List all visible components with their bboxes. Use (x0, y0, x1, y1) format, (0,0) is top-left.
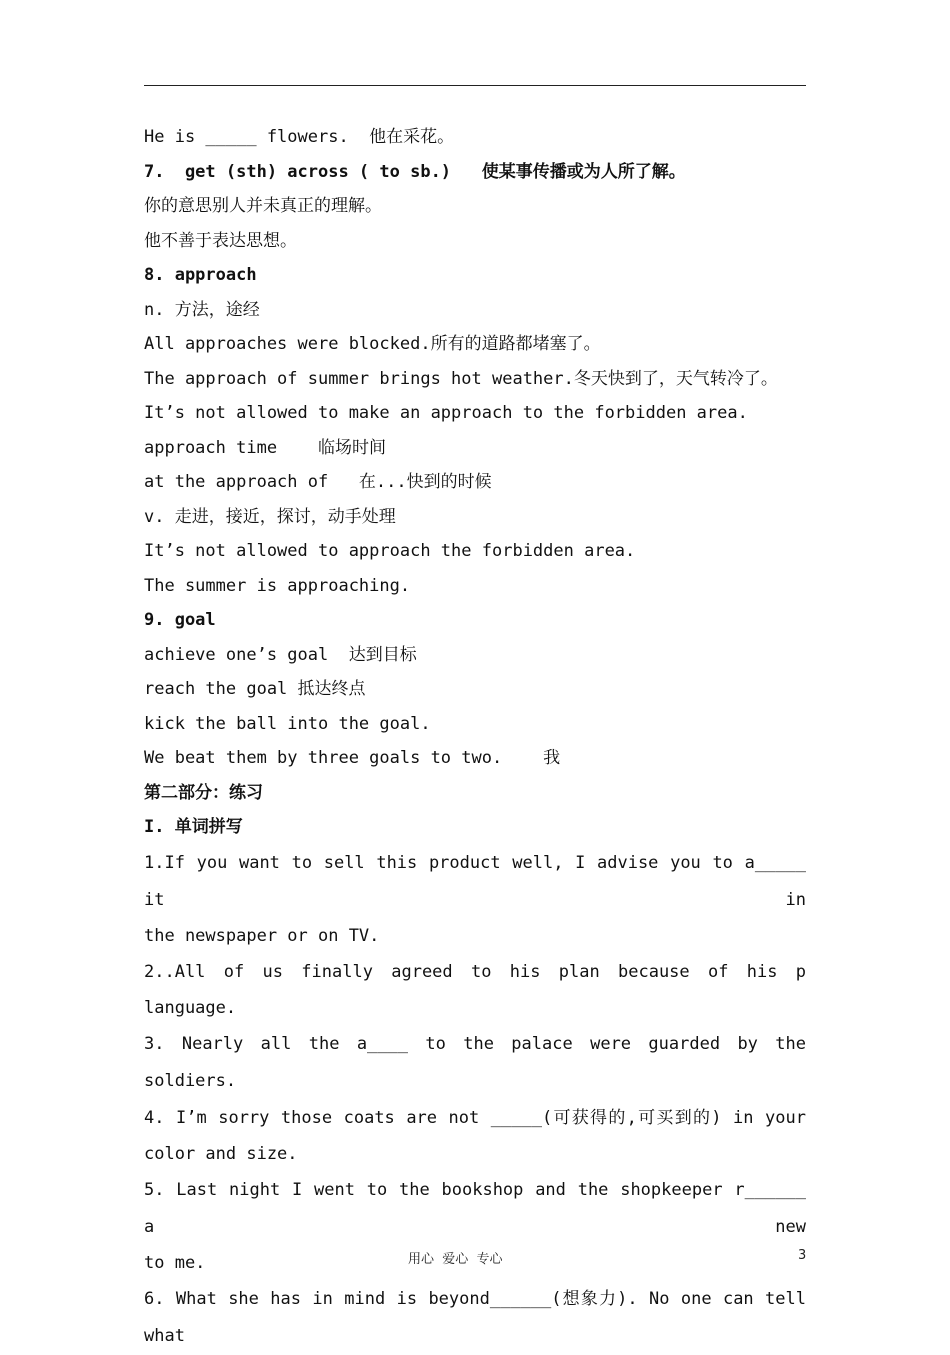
header-rule (144, 85, 806, 86)
exercise-line: 2..All of us finally agreed to his plan because of his p (144, 961, 806, 982)
text-line: All approaches were blocked.所有的道路都堵塞了。 (144, 334, 601, 354)
text-line: 你的意思别人并未真正的理解。 (144, 196, 382, 216)
exercise-continuation: to me. (144, 1252, 206, 1273)
exercise-line: 6. What she has in mind is beyond______(想象力). No one can tell what (144, 1288, 806, 1346)
text-line: It’s not allowed to approach the forbidden area. (144, 541, 636, 561)
text-line: He is _____ flowers. 他在采花。 (144, 127, 455, 147)
exercise-item (144, 954, 806, 1026)
exercise-line: 1.If you want to sell this product well, I advise you to a_____ it in (144, 852, 806, 910)
text-line: achieve one’s goal 达到目标 (144, 644, 417, 665)
heading-line: 9. goal (144, 610, 216, 630)
exercise-continuation: the newspaper or on TV. (144, 925, 380, 946)
text-line: at the approach of 在...快到的时候 (144, 472, 492, 492)
heading-line: I. 单词拼写 (144, 817, 243, 837)
text-line: v. 走进，接近，探讨，动手处理 (144, 506, 396, 527)
exercise-item (144, 1026, 806, 1100)
text-line: The summer is approaching. (144, 575, 411, 596)
heading-line: 第二部分：练习 (144, 782, 263, 803)
text-line: The approach of summer brings hot weather.冬天快到了，天气转冷了。 (144, 368, 778, 389)
heading-line: 7. get (sth) across ( to sb.) 使某事传播或为人所了解。 (144, 161, 686, 182)
footer-motto: 用心 爱心 专心 (408, 1252, 503, 1267)
spelling-exercises (144, 845, 806, 1355)
text-line: 他不善于表达思想。 (144, 230, 297, 251)
heading-line: 8. approach (144, 265, 257, 285)
document-body (144, 120, 806, 1355)
text-line: approach time 临场时间 (144, 437, 386, 458)
exercise-item (144, 1100, 806, 1172)
text-line: It’s not allowed to make an approach to the forbidden area. (144, 403, 748, 423)
exercise-line: 5. Last night I went to the bookshop and the shopkeeper r______ a new (144, 1179, 806, 1237)
text-line: n. 方法，途经 (144, 299, 260, 320)
exercise-item (144, 845, 806, 954)
exercise-line: 3. Nearly all the a____ to the palace were guarded by the soldiers. (144, 1033, 806, 1091)
exercise-item (144, 1281, 806, 1355)
text-line: We beat them by three goals to two. 我 (144, 748, 561, 768)
text-line: reach the goal 抵达终点 (144, 679, 366, 699)
vocabulary-notes (144, 120, 806, 845)
exercise-continuation: language. (144, 997, 237, 1018)
exercise-line: 4. I’m sorry those coats are not _____(可获得的,可买到的) in your (144, 1107, 806, 1128)
page-number: 3 (798, 1248, 807, 1263)
text-line: kick the ball into the goal. (144, 713, 431, 734)
exercise-continuation: color and size. (144, 1143, 298, 1164)
